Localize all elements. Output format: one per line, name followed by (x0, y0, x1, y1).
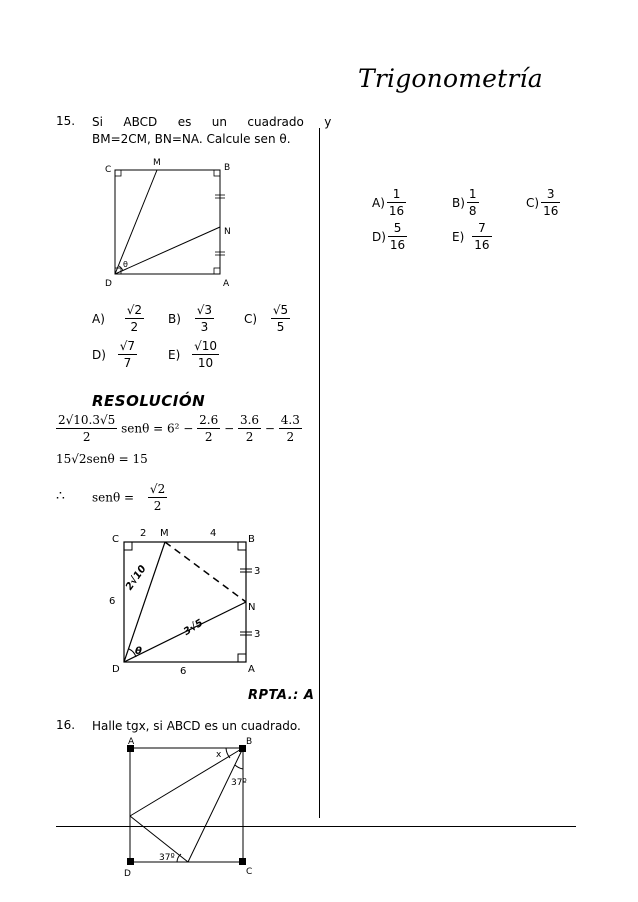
eq1-f3-num: 3.6 (239, 413, 260, 427)
minus-sign: − (264, 421, 275, 436)
eq1-f2-num: 2.6 (199, 413, 219, 427)
label-angle-bottom: 37º (159, 853, 175, 863)
option-label: A) (92, 311, 105, 326)
square-abcd (130, 748, 243, 862)
option-num: 5 (388, 220, 407, 237)
segment-mn (165, 542, 246, 602)
option-num: √5 (272, 303, 289, 317)
option-den: 16 (543, 204, 559, 218)
label-c: C (112, 534, 119, 545)
option-label: D) (372, 229, 386, 244)
minus-sign: − (224, 421, 235, 436)
option-den: 3 (200, 320, 209, 334)
option-den: 2 (130, 320, 139, 334)
option-label: C) (526, 195, 540, 210)
label-bottom: 6 (180, 666, 187, 677)
label-c: C (105, 165, 112, 175)
option-num: √10 (194, 339, 218, 353)
resolution-equation-3 (92, 481, 167, 514)
option-den: 5 (276, 320, 285, 334)
option-16-d (372, 220, 407, 253)
label-top-left: 2 (140, 528, 147, 539)
option-label: D) (92, 347, 106, 362)
label-a: A (223, 279, 230, 289)
option-den: 10 (197, 356, 214, 370)
column-divider (319, 128, 320, 818)
option-den: 16 (389, 238, 406, 252)
option-num: 1 (468, 187, 477, 201)
option-den: 8 (468, 204, 477, 218)
option-16-a (372, 186, 406, 219)
resolution-figure (108, 522, 278, 680)
problem-16-number: 16. (56, 718, 76, 732)
label-c: C (246, 867, 253, 877)
eq3-left: senθ = (92, 490, 135, 505)
answer-label: RPTA.: A (248, 688, 315, 703)
option-num: √7 (119, 339, 136, 353)
option-fraction (541, 186, 560, 219)
eq3-fraction (148, 481, 167, 514)
option-fraction (387, 186, 406, 219)
label-d: D (124, 869, 131, 879)
label-b: B (224, 163, 231, 173)
vertex-c-mark (239, 858, 246, 865)
eq1-f4-num: 4.3 (280, 413, 300, 427)
right-angle-b (238, 542, 246, 550)
label-b: B (248, 534, 255, 545)
option-16-c (526, 186, 560, 219)
option-num: 1 (387, 186, 406, 203)
problem-16-figure (116, 734, 266, 880)
option-num: 7 (472, 220, 491, 237)
label-n: N (248, 602, 256, 613)
option-16-e (452, 220, 492, 253)
eq1-frac1-num: 2√10.3√5 (58, 413, 116, 427)
option-den: 16 (474, 238, 490, 252)
eq1-fraction-1 (56, 412, 117, 445)
eq1-middle: senθ = 6² − (121, 421, 194, 436)
option-fraction (118, 338, 137, 371)
label-d: D (112, 664, 120, 675)
page-title: Trigonometría (358, 64, 543, 93)
option-num: √2 (126, 303, 142, 317)
square-abcd (115, 170, 220, 274)
option-15-e (168, 338, 219, 371)
square-abcd (124, 542, 246, 662)
option-fraction (192, 338, 219, 371)
label-a: A (248, 664, 255, 675)
option-label: B) (168, 311, 181, 326)
option-num: √3 (196, 303, 213, 317)
right-angle-b (214, 170, 220, 176)
problem-15-line2: BM=2CM, BN=NA. Calcule sen θ. (92, 132, 291, 146)
option-label: E) (168, 347, 181, 362)
option-16-b (452, 186, 479, 219)
problem-15-figure (90, 150, 250, 290)
option-fraction (125, 302, 144, 335)
segment-dm (124, 542, 165, 662)
label-angle-top: 37º (231, 778, 247, 788)
right-angle-a (214, 268, 220, 274)
label-m: M (160, 528, 169, 539)
resolution-title: RESOLUCIÓN (92, 392, 206, 410)
label-a: A (128, 737, 135, 747)
option-fraction (195, 302, 214, 335)
label-m: M (153, 158, 161, 168)
eq3-den: 2 (153, 499, 162, 513)
label-d: D (105, 279, 112, 289)
right-angle-a (238, 654, 246, 662)
label-theta: θ (123, 260, 128, 269)
right-angle-c (115, 170, 121, 176)
option-label: A) (372, 195, 385, 210)
eq1-f2-den: 2 (204, 430, 213, 444)
label-b: B (246, 737, 253, 747)
option-fraction (472, 220, 491, 253)
option-fraction (271, 302, 290, 335)
option-15-a (92, 302, 144, 335)
problem-16-text: Halle tgx, si ABCD es un cuadrado. (92, 719, 301, 733)
problem-15-number: 15. (56, 114, 76, 128)
eq1-f3-den: 2 (245, 430, 254, 444)
vertex-d-mark (127, 858, 134, 865)
label-dn: 3√5 (181, 617, 206, 638)
option-num: 3 (541, 186, 560, 203)
therefore-symbol: ∴ (56, 488, 65, 504)
label-dm: 2√10 (123, 563, 149, 593)
option-fraction (467, 186, 479, 219)
resolution-equation-1 (56, 412, 302, 445)
option-den: 16 (388, 204, 405, 218)
label-x: x (216, 750, 222, 760)
option-label: E) (452, 229, 465, 244)
label-n: N (224, 227, 231, 237)
label-theta: θ (135, 646, 142, 657)
eq1-fraction-4 (279, 412, 302, 445)
eq1-fraction-2 (197, 412, 220, 445)
eq1-frac1-den: 2 (82, 430, 91, 444)
label-left: 6 (109, 596, 116, 607)
eq1-f4-den: 2 (286, 430, 295, 444)
label-right-bottom: 3 (254, 629, 261, 640)
resolution-equation-2: 15√2senθ = 15 (56, 452, 148, 466)
angle-top-arc (235, 765, 243, 769)
label-right-top: 3 (254, 566, 261, 577)
option-label: B) (452, 195, 465, 210)
right-angle-c (124, 542, 132, 550)
label-top-right: 4 (210, 528, 217, 539)
eq1-fraction-3 (238, 412, 261, 445)
option-15-c (244, 302, 290, 335)
option-label: C) (244, 311, 258, 326)
eq3-num: √2 (149, 482, 166, 496)
problem-15-line1: Si ABCD es un cuadrado y (92, 115, 332, 129)
option-15-d (92, 338, 137, 371)
option-fraction (388, 220, 407, 253)
option-15-b (168, 302, 214, 335)
option-den: 7 (123, 356, 132, 370)
